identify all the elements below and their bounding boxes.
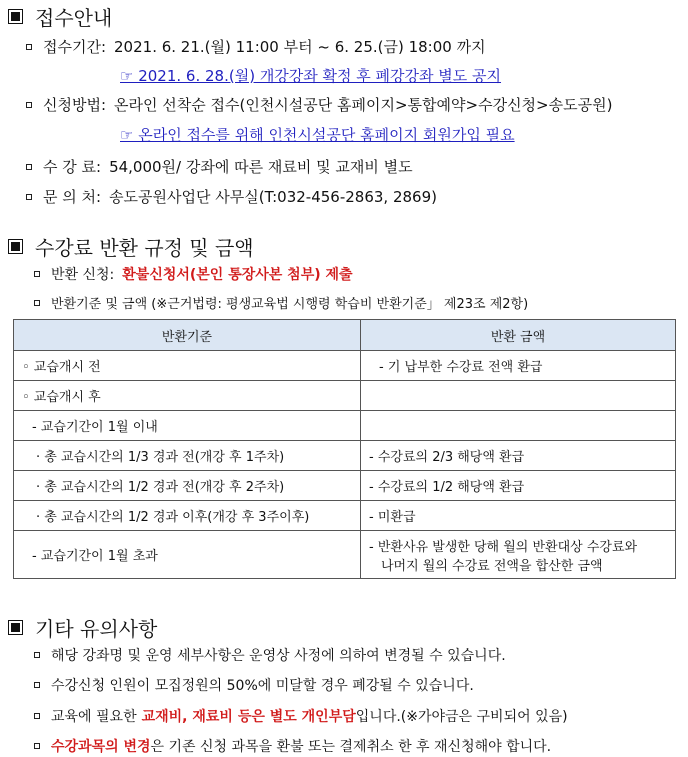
bullet-square-icon [34, 652, 40, 658]
table-cell: - 미환급 [361, 501, 676, 531]
table-cell: - 수강료의 1/2 해당액 환급 [361, 471, 676, 501]
table-cell: · 총 교습시간의 1/2 경과 전(개강 후 2주차) [14, 471, 361, 501]
refund-criteria-row: 반환기준 및 금액 (※근거법령: 평생교육법 시행령 학습비 반환기준」 제23조 제2항) [34, 293, 528, 312]
table-header: 반환기준 [14, 320, 361, 351]
table-row [14, 411, 676, 441]
checkbox-square-icon [8, 620, 23, 635]
refund-apply-row: 반환 신청: 환불신청서(본인 통장사본 첨부) 제출 [34, 264, 353, 284]
bullet-square-icon [34, 271, 40, 277]
apply-method-row: 신청방법: 온라인 선착순 접수(인천시설공단 홈페이지>통합예약>수강신청>송도공원) [26, 94, 612, 115]
table-cell: ◦ 교습개시 전 [14, 351, 361, 381]
table-cell: · 총 교습시간의 1/2 경과 이후(개강 후 3주이후) [14, 501, 361, 531]
section-title-reception: 접수안내 [8, 2, 112, 31]
bullet-square-icon [34, 682, 40, 688]
method-note: ☞ 온라인 접수를 위해 인천시설공단 홈페이지 회원가입 필요 [120, 126, 515, 144]
period-note: ☞ 2021. 6. 28.(월) 개강강좌 확정 후 폐강강좌 별도 공지 [120, 67, 502, 85]
table-row [14, 471, 676, 501]
note-item: 수강신청 인원이 모집정원의 50%에 미달할 경우 폐강될 수 있습니다. [34, 675, 474, 695]
table-cell: - 교습기간이 1월 초과 [14, 531, 361, 579]
section-title-notes: 기타 유의사항 [8, 613, 157, 642]
reception-period-row: 접수기간: 2021. 6. 21.(월) 11:00 부터 ~ 6. 25.(금) 18:00 까지 [26, 36, 486, 57]
checkbox-square-icon [8, 9, 23, 24]
refund-table [13, 319, 676, 579]
table-cell: ◦ 교습개시 후 [14, 381, 361, 411]
note-item: 교육에 필요한 교재비, 재료비 등은 별도 개인부담 입니다.(※가야금은 구비되어 있음) [34, 706, 568, 726]
bullet-square-icon [26, 194, 32, 200]
table-row [14, 531, 676, 579]
checkbox-square-icon [8, 239, 23, 254]
bullet-square-icon [34, 300, 40, 306]
table-row [14, 441, 676, 471]
bullet-square-icon [34, 743, 40, 749]
table-cell: - 수강료의 2/3 해당액 환급 [361, 441, 676, 471]
bullet-square-icon [26, 44, 32, 50]
table-header-row [14, 320, 676, 351]
table-cell [361, 381, 676, 411]
fee-row: 수 강 료: 54,000원/ 강좌에 따른 재료비 및 교재비 별도 [26, 156, 413, 177]
bullet-square-icon [26, 102, 32, 108]
table-cell [361, 411, 676, 441]
note-item: 해당 강좌명 및 운영 세부사항은 운영상 사정에 의하여 변경될 수 있습니다. [34, 645, 506, 665]
table-cell: - 반환사유 발생한 당해 월의 반환대상 수강료와 나머지 월의 수강료 전액을 합산한 금액 [361, 531, 676, 579]
table-cell: - 기 납부한 수강료 전액 환급 [361, 351, 676, 381]
section-title-refund: 수강료 반환 규정 및 금액 [8, 232, 254, 261]
table-row [14, 381, 676, 411]
bullet-square-icon [34, 713, 40, 719]
note-item: 수강과목의 변경 은 기존 신청 과목을 환불 또는 결제취소 한 후 재신청해야 합니다. [34, 736, 551, 756]
table-header: 반환 금액 [361, 320, 676, 351]
bullet-square-icon [26, 164, 32, 170]
contact-row: 문 의 처: 송도공원사업단 사무실(T:032-456-2863, 2869) [26, 186, 437, 207]
table-cell: · 총 교습시간의 1/3 경과 전(개강 후 1주차) [14, 441, 361, 471]
table-row [14, 501, 676, 531]
table-row [14, 351, 676, 381]
table-cell: - 교습기간이 1월 이내 [14, 411, 361, 441]
